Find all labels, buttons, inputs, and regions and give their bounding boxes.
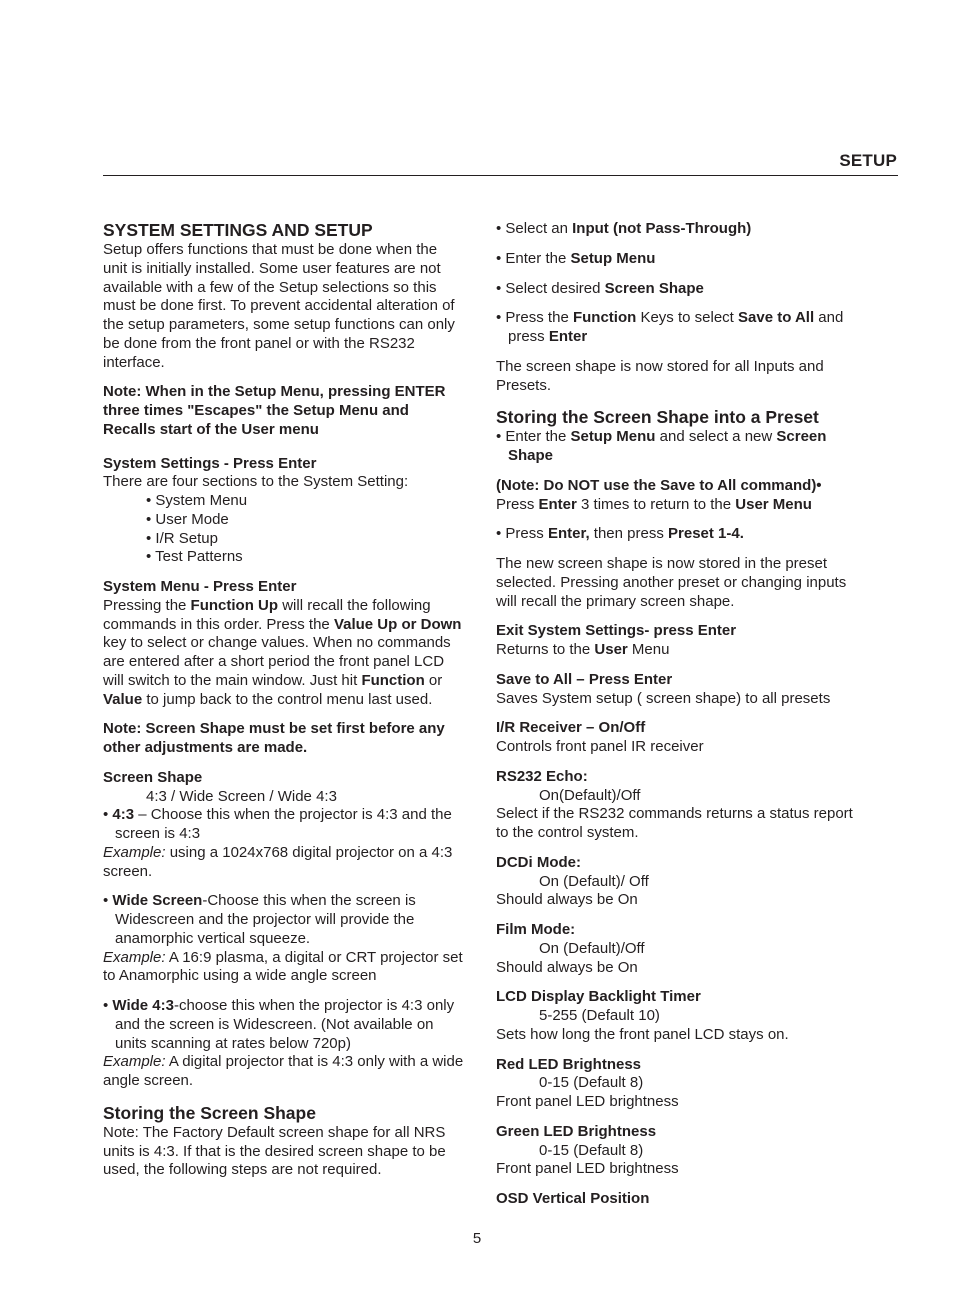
preset-step-2: (Note: Do NOT use the Save to All command)• Press Enter 3 times to return to the User Menu [496,476,822,513]
list-item: • User Mode [146,510,229,528]
intro-paragraph: Setup offers functions that must be done when the unit is initially installed. Some user features are not available with a few of the Setup selections so this must be done first. To prevent accidental alteration of the setup parameters, some setup functions can only be done from the front panel or with the RS232 interface. [103,241,455,371]
ir-text: Controls front panel IR receiver [496,738,704,755]
dcdi-heading: DCDi Mode: [496,853,581,871]
preset-heading: Storing the Screen Shape into a Preset [496,407,819,428]
list-item: • Test Patterns [146,548,243,566]
osd-heading: OSD Vertical Position [496,1190,650,1207]
system-menu-paragraph: Pressing the Function Up will recall the following commands in this order. Press the Value Up or Down key to select or change values. When no commands are entered after a short period the front panel LCD will switch to the main window. Just hit Function or Value to jump back to the control menu last used. [103,596,462,708]
step-save-to-all: • Press the Function Keys to select Save to All and press Enter [496,309,844,345]
screen-shape-note: Note: Screen Shape must be set first before any other adjustments are made. [103,720,445,756]
storing-shape-note: Note: The Factory Default screen shape for all NRS units is 4:3. If that is the desired screen shape to be used, the following steps are not required. [103,1123,446,1179]
right-column [496,220,854,1209]
preset-step-3: • Press Enter, then press Preset 1-4. [496,525,744,543]
green-led-text: Front panel LED brightness [496,1160,679,1178]
lcd-options: 5-255 (Default 10) [539,1007,660,1024]
red-led-options: 0-15 (Default 8) [539,1074,644,1092]
example-43: Example: using a 1024x768 digital projector on a 4:3 screen. [103,843,453,880]
system-settings-text: There are four sections to the System Setting: [103,473,409,491]
lcd-heading: LCD Display Backlight Timer [496,988,701,1006]
step-select-input: • Select an Input (not Pass-Through) [496,220,752,237]
red-led-heading: Red LED Brightness [496,1055,642,1073]
film-heading: Film Mode: [496,921,576,938]
save-all-heading: Save to All – Press Enter [496,670,673,688]
stored-all-text: The screen shape is now stored for all Inputs and Presets. [496,357,824,394]
red-led-text: Front panel LED brightness [496,1093,679,1110]
ir-heading: I/R Receiver – On/Off [496,719,646,737]
rs232-heading: RS232 Echo: [496,767,588,785]
film-text: Should always be On [496,958,638,976]
new-shape-text: The new screen shape is now stored in the preset selected. Pressing another preset or changing inputs will recall the primary screen shape. [496,555,847,610]
green-led-heading: Green LED Brightness [496,1122,657,1140]
storing-shape-heading: Storing the Screen Shape [103,1102,316,1123]
screen-shape-options: 4:3 / Wide Screen / Wide 4:3 [146,787,337,805]
section-header: SETUP [839,151,897,170]
exit-heading: Exit System Settings- press Enter [496,622,737,640]
example-wide-43: Example: A digital projector that is 4:3 only with a wide angle screen. [103,1053,464,1089]
green-led-options: 0-15 (Default 8) [539,1141,644,1159]
preset-step-1: • Enter the Setup Menu and select a new Screen Shape [496,428,827,464]
option-43: • 4:3 – Choose this when the projector is 4:3 and the screen is 4:3 [103,806,452,842]
example-wide-screen: Example: A 16:9 plasma, a digital or CRT projector set to Anamorphic using a wide angle screen [103,948,463,985]
header-divider [103,175,898,176]
save-all-text: Saves System setup ( screen shape) to all presets [496,689,831,707]
step-select-shape: • Select desired Screen Shape [496,279,704,297]
lcd-text: Sets how long the front panel LCD stays on. [496,1025,789,1043]
option-wide-43: • Wide 4:3-choose this when the projector is 4:3 only and the screen is Widescreen. (Not available on units scanning at rates below 720p) [103,997,455,1052]
step-enter-setup: • Enter the Setup Menu [496,249,656,267]
dcdi-options: On (Default)/ Off [539,872,649,890]
escape-note: Note: When in the Setup Menu, pressing ENTER three times "Escapes" the Setup Menu and Recalls start of the User menu [103,383,446,438]
dcdi-text: Should always be On [496,891,638,909]
system-settings-heading: SYSTEM SETTINGS AND SETUP [103,220,373,240]
rs232-options: On(Default)/Off [539,786,641,804]
system-menu-subheading: System Menu - Press Enter [103,578,297,595]
list-item: • System Menu [146,492,248,509]
screen-shape-subheading: Screen Shape [103,768,203,786]
list-item: • I/R Setup [146,529,218,547]
rs232-text: Select if the RS232 commands returns a status report to the control system. [496,805,853,841]
page-number: 5 [472,1230,482,1247]
system-settings-subheading: System Settings - Press Enter [103,454,317,472]
film-options: On (Default)/Off [539,939,645,957]
left-column [103,219,465,1180]
option-wide-screen: • Wide Screen-Choose this when the screen is Widescreen and the projector will provide the anamorphic vertical squeeze. [103,892,416,947]
exit-text: Returns to the User Menu [496,641,670,658]
